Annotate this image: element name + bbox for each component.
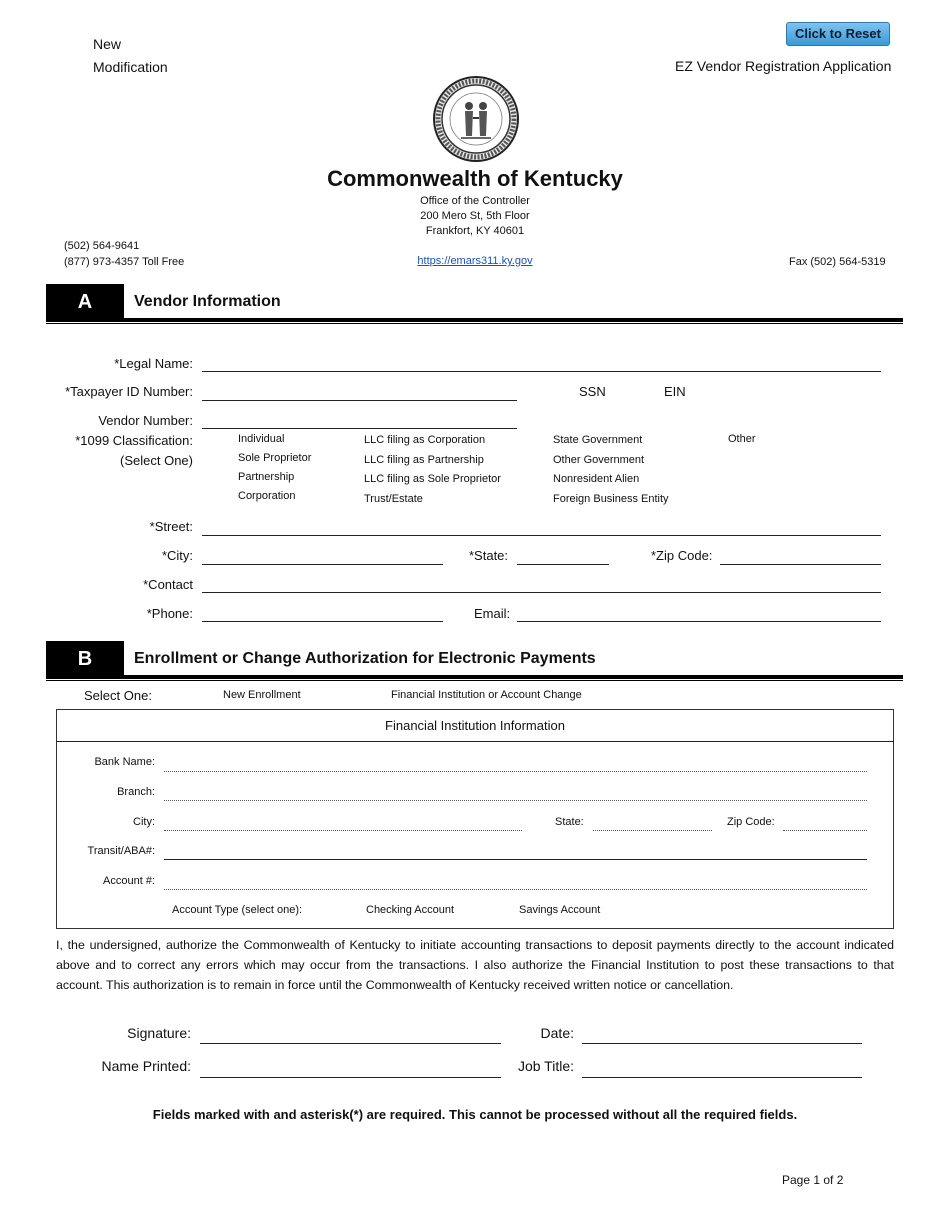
state-field[interactable] xyxy=(517,564,609,565)
office-street: 200 Mero St, 5th Floor xyxy=(420,210,530,222)
branch-field[interactable] xyxy=(164,800,867,801)
state-label: *State: xyxy=(469,548,509,563)
section-b-letter: B xyxy=(46,641,124,677)
signature-field[interactable] xyxy=(200,1043,501,1044)
class-llc-corporation[interactable]: LLC filing as Corporation xyxy=(364,434,486,446)
class-sole-proprietor[interactable]: Sole Proprietor xyxy=(238,452,312,464)
class-llc-sole-proprietor[interactable]: LLC filing as Sole Proprietor xyxy=(364,473,501,485)
city-field[interactable] xyxy=(202,564,443,565)
transit-field[interactable] xyxy=(164,859,867,860)
contact-label: *Contact xyxy=(143,577,193,592)
city-label: *City: xyxy=(161,548,193,563)
section-b-title: Enrollment or Change Authorization for Electronic Payments xyxy=(134,650,596,667)
class-partnership[interactable]: Partnership xyxy=(238,471,295,483)
account-type-label: Account Type (select one): xyxy=(172,904,303,916)
authorization-text: I, the undersigned, authorize the Commonwealth of Kentucky to initiate accounting transactions to deposit payments directly to the account indicated above and to correct any errors which may occur from the transactions. I also authorize the Financial Institution to post these transactions to that account. This authorization is to remain in force until the Commonwealth of Kentucky received written notice or cancellation. xyxy=(56,938,894,992)
name-printed-label: Name Printed: xyxy=(101,1058,191,1074)
section-b-divider-thin xyxy=(46,680,903,681)
fi-header: Financial Institution Information xyxy=(385,718,565,733)
option-new-label[interactable]: New xyxy=(93,36,122,52)
phone-toll-free: (877) 973-4357 Toll Free xyxy=(64,256,185,268)
phone-label: *Phone: xyxy=(146,606,193,621)
account-number-label: Account #: xyxy=(103,875,155,887)
taxpayer-id-field[interactable] xyxy=(202,400,517,401)
contact-field[interactable] xyxy=(202,592,881,593)
section-b-divider xyxy=(46,675,903,679)
fi-state-field[interactable] xyxy=(593,830,712,831)
branch-label: Branch: xyxy=(117,786,155,798)
class-foreign-business[interactable]: Foreign Business Entity xyxy=(553,493,669,505)
date-label: Date: xyxy=(540,1025,574,1041)
classification-label: *1099 Classification: xyxy=(75,433,193,448)
required-fields-note: Fields marked with and asterisk(*) are required. This cannot be processed without all the required fields. xyxy=(152,1107,798,1122)
option-modification-label[interactable]: Modification xyxy=(93,59,168,75)
account-number-field[interactable] xyxy=(164,889,867,890)
class-other-government[interactable]: Other Government xyxy=(553,454,645,466)
section-a-title: Vendor Information xyxy=(134,293,281,310)
phone-field[interactable] xyxy=(202,621,443,622)
class-trust-estate[interactable]: Trust/Estate xyxy=(364,493,423,505)
form-title: EZ Vendor Registration Application xyxy=(675,58,892,74)
office-city: Frankfort, KY 40601 xyxy=(425,225,525,237)
phone-local: (502) 564-9641 xyxy=(64,240,140,252)
class-llc-partnership[interactable]: LLC filing as Partnership xyxy=(364,454,484,466)
legal-name-label: *Legal Name: xyxy=(114,356,193,371)
section-a-divider-thin xyxy=(46,323,903,324)
fi-state-label: State: xyxy=(555,816,584,828)
bank-name-label: Bank Name: xyxy=(94,756,155,768)
option-account-change[interactable]: Financial Institution or Account Change xyxy=(391,689,582,701)
checking-account-option[interactable]: Checking Account xyxy=(366,904,455,916)
zip-label: *Zip Code: xyxy=(651,548,713,563)
fi-city-field[interactable] xyxy=(164,830,522,831)
legal-name-field[interactable] xyxy=(202,371,881,372)
job-title-field[interactable] xyxy=(582,1077,862,1078)
org-name: Commonwealth of Kentucky xyxy=(327,166,623,191)
select-one-label: Select One: xyxy=(84,688,152,703)
ein-option[interactable]: EIN xyxy=(664,384,686,399)
fi-header-divider xyxy=(56,741,894,742)
class-state-government[interactable]: State Government xyxy=(553,434,643,446)
email-field[interactable] xyxy=(517,621,881,622)
fax-number: Fax (502) 564-5319 xyxy=(789,256,886,268)
fi-zip-label: Zip Code: xyxy=(727,816,775,828)
email-label: Email: xyxy=(474,606,511,621)
kentucky-seal-icon xyxy=(433,76,519,162)
transit-label: Transit/ABA#: xyxy=(87,845,155,857)
job-title-label: Job Title: xyxy=(517,1058,574,1074)
class-corporation[interactable]: Corporation xyxy=(238,490,296,502)
date-field[interactable] xyxy=(582,1043,862,1044)
reset-button[interactable]: Click to Reset xyxy=(786,22,890,46)
ssn-option[interactable]: SSN xyxy=(579,384,606,399)
option-new-enrollment[interactable]: New Enrollment xyxy=(223,689,301,701)
classification-select-one: (Select One) xyxy=(120,453,193,468)
bank-name-field[interactable] xyxy=(164,771,867,772)
vendor-number-label: Vendor Number: xyxy=(98,413,193,428)
office-name: Office of the Controller xyxy=(420,195,530,207)
street-field[interactable] xyxy=(202,535,881,536)
signature-label: Signature: xyxy=(127,1025,191,1041)
class-other[interactable]: Other xyxy=(728,433,756,445)
class-individual[interactable]: Individual xyxy=(238,433,285,445)
zip-field[interactable] xyxy=(720,564,881,565)
fi-zip-field[interactable] xyxy=(783,830,867,831)
vendor-number-field[interactable] xyxy=(202,428,517,429)
section-a-letter: A xyxy=(46,284,124,320)
street-label: *Street: xyxy=(149,519,193,534)
name-printed-field[interactable] xyxy=(200,1077,501,1078)
savings-account-option[interactable]: Savings Account xyxy=(519,904,601,916)
fi-city-label: City: xyxy=(133,816,155,828)
taxpayer-id-label: *Taxpayer ID Number: xyxy=(65,384,193,399)
section-a-divider xyxy=(46,318,903,322)
class-nonresident-alien[interactable]: Nonresident Alien xyxy=(553,473,640,485)
website-link[interactable]: https://emars311.ky.gov xyxy=(417,255,533,267)
page-number: Page 1 of 2 xyxy=(782,1173,844,1187)
